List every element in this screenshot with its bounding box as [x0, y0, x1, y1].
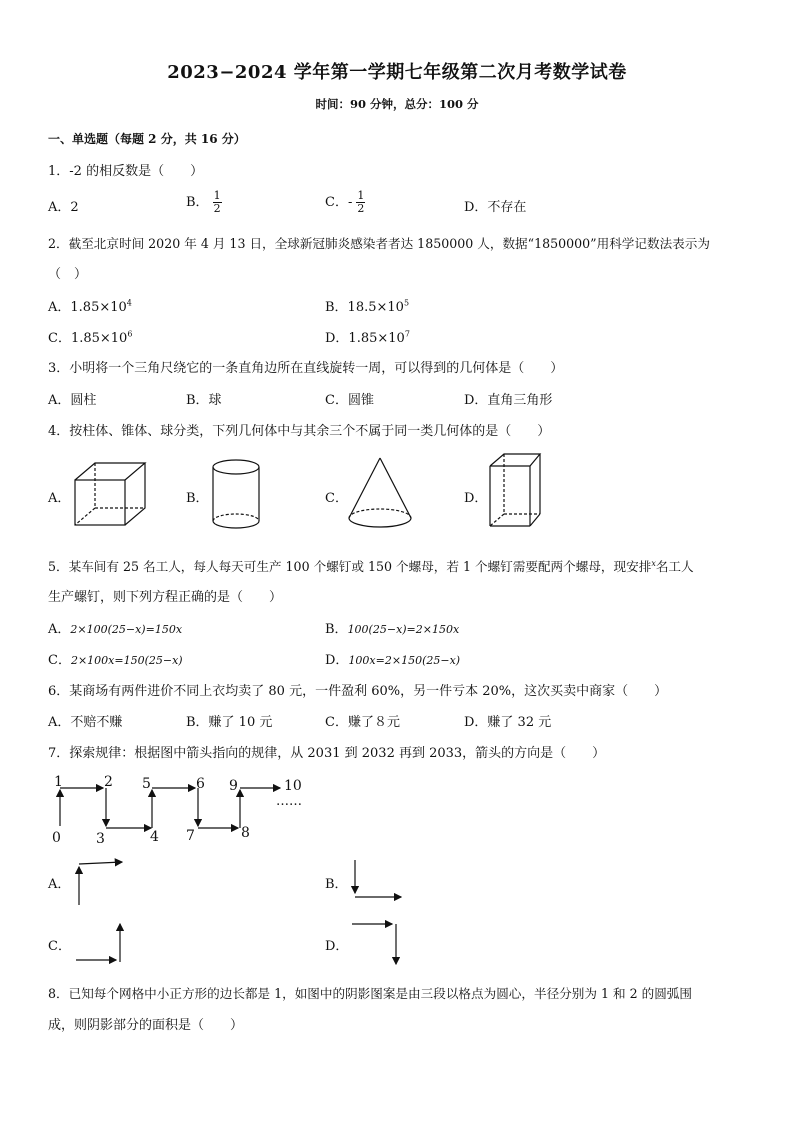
q6-option-a: A．不赔不赚: [48, 715, 123, 730]
cube-figure: [70, 460, 150, 530]
q4-option-a: A．: [48, 491, 71, 506]
q3-stem: 3．小明将一个三角尺绕它的一条直角边所在直线旋转一周，可以得到的几何体是（ ）: [48, 361, 564, 376]
q5-option-d: D．100x=2×150(25−x): [325, 653, 461, 668]
arrow-label-5: 5: [142, 776, 151, 792]
q7-option-b-arrows: [345, 855, 410, 905]
q2-option-c: C．$1.85\times 10^6$: [48, 329, 133, 346]
arrow-label-8: 8: [241, 825, 250, 841]
q7-option-a-arrows: [70, 855, 130, 910]
q6-option-d: D．赚了 32 元: [464, 715, 552, 730]
arrow-label-10: 10: [284, 778, 302, 794]
q6-option-b: B．赚了 10 元: [186, 715, 273, 730]
exam-time-score: 时间：90 分钟，总分：100 分: [315, 97, 479, 111]
q3-option-a: A．圆柱: [48, 393, 97, 408]
q1-option-a: A．2: [48, 200, 79, 215]
q7-option-d-arrows: [348, 916, 408, 971]
arrow-ellipsis: ……: [276, 794, 302, 809]
q1-option-b-label: B．: [186, 195, 209, 210]
q7-option-a: A．: [48, 877, 71, 892]
q3-option-c: C．圆锥: [325, 393, 374, 408]
q3-option-b: B．球: [186, 393, 222, 408]
q5-option-c: C．2×100x=150(25−x): [48, 653, 183, 668]
q1-option-d: D．不存在: [464, 200, 527, 215]
q1-option-c: [325, 190, 365, 215]
q5-stem: 5．某车间有 25 名工人，每人每天可生产 100 个螺钉或 150 个螺母，若 1 个螺钉需要配两个螺母，现安排$^x$名工人: [48, 558, 694, 574]
q4-option-b: B．: [186, 491, 209, 506]
q4-option-c: C．: [325, 491, 348, 506]
arrow-pattern-figure: [40, 768, 340, 848]
q2-option-a: A．$1.85\times 10^4$: [48, 298, 132, 315]
arrow-label-4: 4: [150, 829, 159, 845]
page-title: 2023−2024 学年第一学期七年级第二次月考数学试卷: [167, 62, 627, 83]
arrow-label-0: 0: [52, 830, 61, 846]
q5-option-a: A．2×100(25−x)=150x: [48, 622, 183, 637]
q5-option-b: B．100(25−x)=2×150x: [325, 622, 460, 637]
section-single-choice: 一、单选题（每题 2 分，共 16 分）: [48, 132, 246, 146]
arrow-label-2: 2: [104, 774, 113, 790]
q7-option-c: C．: [48, 939, 71, 954]
q7-stem: 7．探索规律：根据图中箭头指向的规律，从 2031 到 2032 再到 2033，箭头的方向是（ ）: [48, 746, 606, 761]
q7-option-b: B．: [325, 877, 348, 892]
q5-stem-cont: 生产螺钉，则下列方程正确的是（ ）: [48, 590, 283, 605]
arrow-label-1: 1: [54, 774, 63, 790]
q4-stem: 4．按柱体、锥体、球分类，下列几何体中与其余三个不属于同一类几何体的是（ ）: [48, 424, 551, 439]
q2-stem-cont: （ ）: [48, 267, 88, 282]
q2-option-b: B．$18.5\times 10^5$: [325, 298, 410, 315]
q1-option-c-label: C．-: [325, 195, 353, 210]
q3-option-d: D．直角三角形: [464, 393, 553, 408]
q8-stem: 8．已知每个网格中小正方形的边长都是 1，如图中的阴影图案是由三段以格点为圆心，半径分别为 1 和 2 的圆弧围: [48, 986, 692, 1001]
q1-option-b: [186, 190, 222, 215]
q6-stem: 6．某商场有两件进价不同上衣均卖了 80 元，一件盈利 60%，另一件亏本 20%，这次买卖中商家（ ）: [48, 684, 668, 699]
arrow-label-7: 7: [186, 828, 195, 844]
cylinder-figure: [210, 458, 262, 532]
prism-figure: [486, 450, 548, 532]
q4-option-d: D．: [464, 491, 488, 506]
q2-stem: 2．截至北京时间 2020 年 4 月 13 日，全球新冠肺炎感染者者达 1850000 人，数据“1850000”用科学记数法表示为: [48, 236, 710, 251]
q7-option-d: D．: [325, 939, 349, 954]
q7-option-c-arrows: [72, 918, 132, 968]
q8-stem-cont: 成，则阴影部分的面积是（ ）: [48, 1018, 244, 1033]
q1-option-b-fraction: $\frac{1}{2}$: [213, 189, 221, 215]
q6-option-c: C．赚了８元: [325, 715, 400, 730]
q1-stem: 1．-2 的相反数是（ ）: [48, 164, 204, 179]
arrow-label-3: 3: [96, 831, 105, 847]
q1-option-c-fraction: $\frac{1}{2}$: [357, 189, 365, 215]
arrow-label-6: 6: [196, 776, 205, 792]
arrow-label-9: 9: [229, 778, 238, 794]
cone-figure: [346, 455, 414, 533]
q2-option-d: D．$1.85\times 10^7$: [325, 329, 410, 346]
